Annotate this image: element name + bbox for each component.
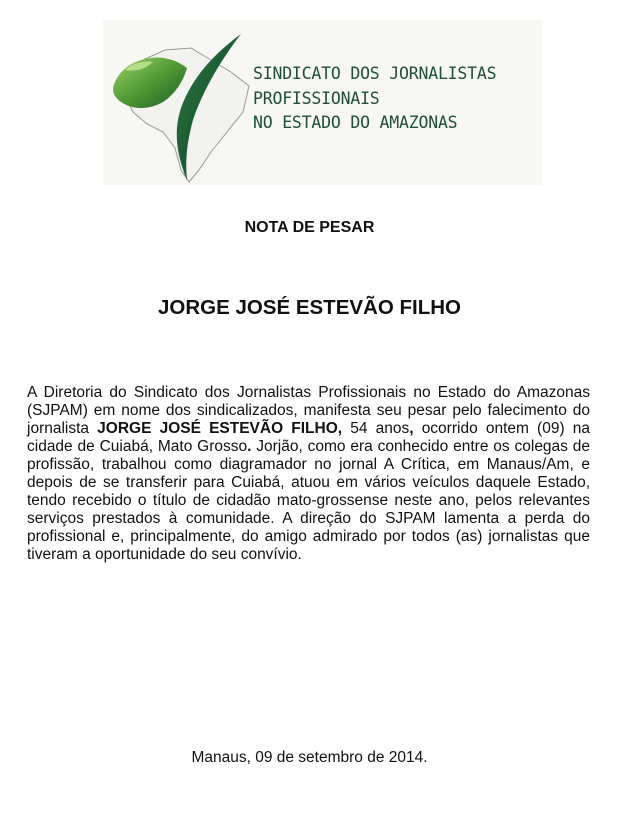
body-part-2: 54 anos — [342, 420, 410, 437]
logo-text — [253, 62, 496, 136]
place-date: Manaus, 09 de setembro de 2014. — [191, 749, 428, 766]
body-part-4: Jorjão, como era conhecido entre os colegas de profissão, trabalhou como diagramador no jornal A Crítica, em Manaus/Am, e depois de se transferir para Cuiabá, atuou em vários veículos daquele Estado, tendo recebido o título de cidadão mato-grossense neste ano, pelos relevantes serviços prestados à comunidade. A direção do SJPAM lamenta a perda do profissional e, principalmente, do amigo admirado por todos (as) jornalistas que tiveram a oportunidade do seu convívio. — [27, 438, 591, 563]
logo-line-2: PROFISSIONAIS — [253, 88, 380, 108]
logo-line-1: SINDICATO DOS JORNALISTAS — [253, 64, 497, 83]
body-part-3: ocorrido ontem (09) na cidade de Cuiabá, Mato Grosso — [27, 420, 590, 455]
body-bold-comma: , — [409, 420, 414, 437]
logo-line-3: NO ESTADO DO AMAZONAS — [253, 113, 458, 132]
deceased-name: JORGE JOSÉ ESTEVÃO FILHO — [157, 296, 461, 319]
notice-heading: NOTA DE PESAR — [244, 219, 375, 236]
brazil-map-logo-icon — [103, 20, 253, 185]
body-bold-dot: . — [247, 438, 252, 455]
union-logo — [103, 20, 543, 185]
body-part-1: A Diretoria do Sindicato dos Jornalistas Profissionais no Estado do Amazonas (SJPAM) em nome dos sindicalizados, manifesta seu pesar pelo falecimento do jornalista — [27, 384, 590, 437]
notice-body — [27, 384, 590, 564]
body-bold-name: JORGE JOSÉ ESTEVÃO FILHO, — [97, 420, 343, 437]
